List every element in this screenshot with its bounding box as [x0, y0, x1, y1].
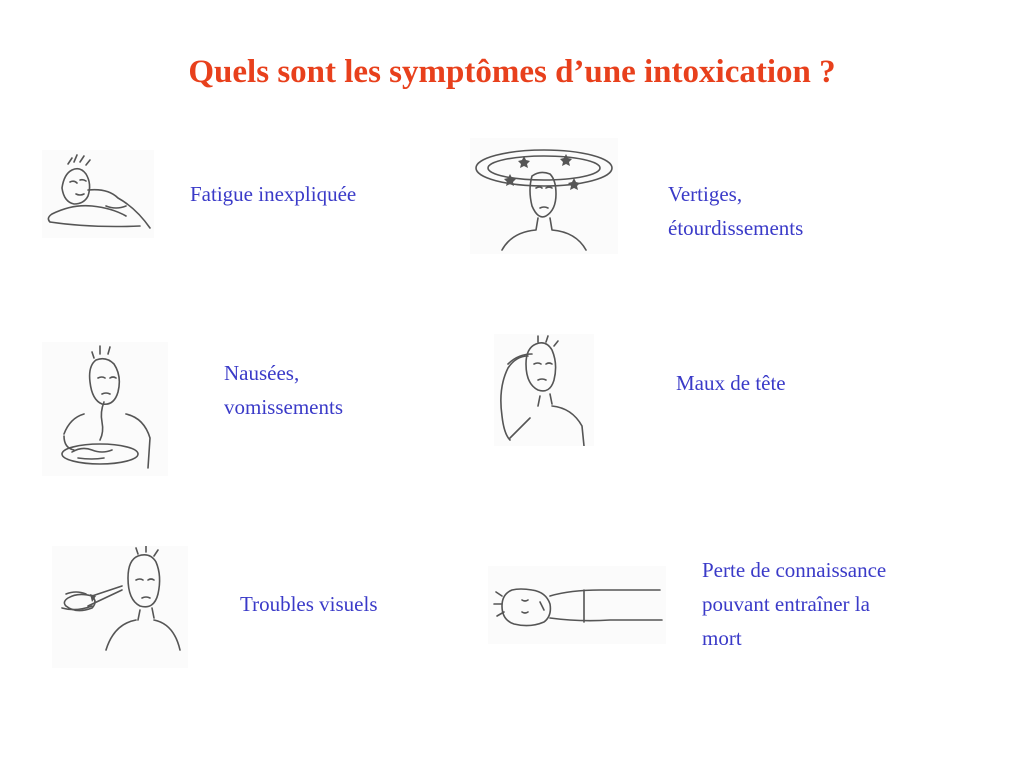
tired-person-icon	[42, 150, 154, 238]
vision-trouble-person-icon	[52, 546, 188, 668]
symptom-label-maux-de-tete: Maux de tête	[676, 371, 786, 395]
unconscious-person-icon	[488, 566, 666, 644]
symptom-label-perte-de-connaissance: Perte de connaissance pouvant entraîner la mort	[702, 558, 887, 650]
symptom-label-nausees: Nausées, vomissements	[224, 361, 343, 419]
symptom-label-vertiges: Vertiges, étourdissements	[668, 182, 804, 240]
nausea-person-icon	[42, 342, 168, 476]
symptom-label-troubles-visuels: Troubles visuels	[240, 592, 378, 616]
headache-person-icon	[494, 334, 594, 446]
dizzy-person-icon	[470, 138, 618, 254]
page-title: Quels sont les symptômes d’une intoxication ?	[188, 54, 836, 90]
symptom-label-fatigue: Fatigue inexpliquée	[190, 182, 357, 206]
